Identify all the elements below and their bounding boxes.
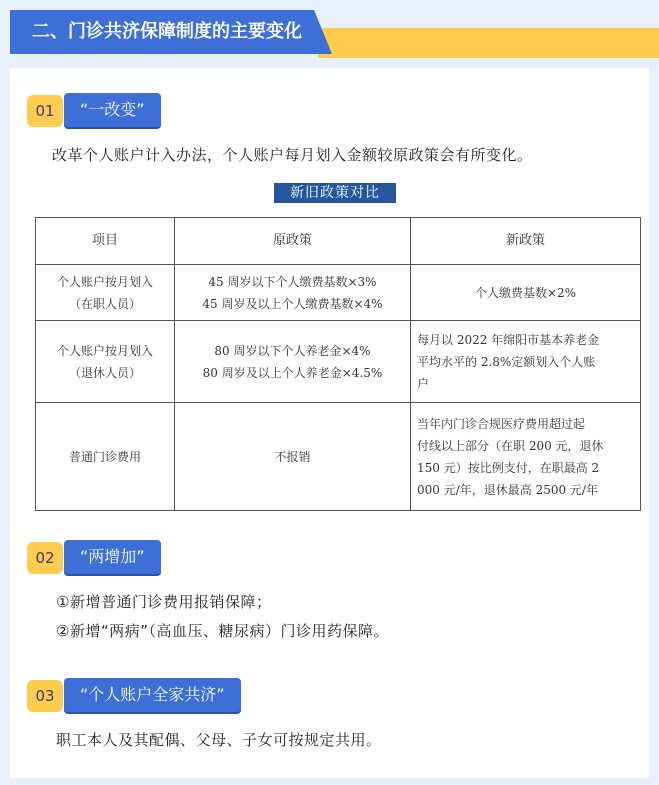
- table-cell-old: 45 周岁以下个人缴费基数×3% 45 周岁及以上个人缴费基数×4%: [175, 265, 411, 321]
- table-header-item: 项目: [36, 218, 175, 265]
- section-heading-3: “个人账户全家共济”: [64, 678, 241, 712]
- policy-comparison-table: [35, 217, 641, 511]
- header-accent-bar: [318, 28, 659, 58]
- table-header-row: [36, 218, 641, 265]
- table-cell-item: 个人账户按月划入 （退休人员）: [36, 321, 175, 403]
- table-cell-old: 80 周岁以下个人养老金×4% 80 周岁及以上个人养老金×4.5%: [175, 321, 411, 403]
- section-number-3: 03: [27, 680, 63, 712]
- table-header-old: 原政策: [175, 218, 411, 265]
- section-1-text: 改革个人账户计入办法，个人账户每月划入金额较原政策会有所变化。: [52, 146, 533, 164]
- section-number-1: 01: [27, 95, 63, 127]
- table-cell-new: 个人缴费基数×2%: [411, 265, 641, 321]
- section-2-line-2: ②新增“两病”（高血压、糖尿病）门诊用药保障。: [56, 622, 389, 640]
- section-title: 二、门诊共济保障制度的主要变化: [32, 21, 302, 42]
- table-row: [36, 321, 641, 403]
- section-3-text: 职工本人及其配偶、父母、子女可按规定共用。: [56, 731, 382, 749]
- section-2-line-1: ①新增普通门诊费用报销保障；: [56, 593, 272, 611]
- section-heading-2: “两增加”: [64, 540, 161, 574]
- table-cell-new: 每月以 2022 年绵阳市基本养老金 平均水平的 2.8%定额划入个人账 户: [411, 321, 641, 403]
- table-row: [36, 265, 641, 321]
- table-cell-old: 不报销: [175, 403, 411, 511]
- table-header-new: 新政策: [411, 218, 641, 265]
- table-cell-item: 普通门诊费用: [36, 403, 175, 511]
- section-number-2: 02: [27, 542, 63, 574]
- table-title: 新旧政策对比: [274, 183, 396, 203]
- table-cell-new: 当年内门诊合规医疗费用超过起 付线以上部分（在职 200 元，退休 150 元）按比例支付，在职最高 2 000 元/年，退休最高 2500 元/年: [411, 403, 641, 511]
- section-heading-1: “一改变”: [64, 93, 161, 127]
- table-cell-item: 个人账户按月划入 （在职人员）: [36, 265, 175, 321]
- table-row: [36, 403, 641, 511]
